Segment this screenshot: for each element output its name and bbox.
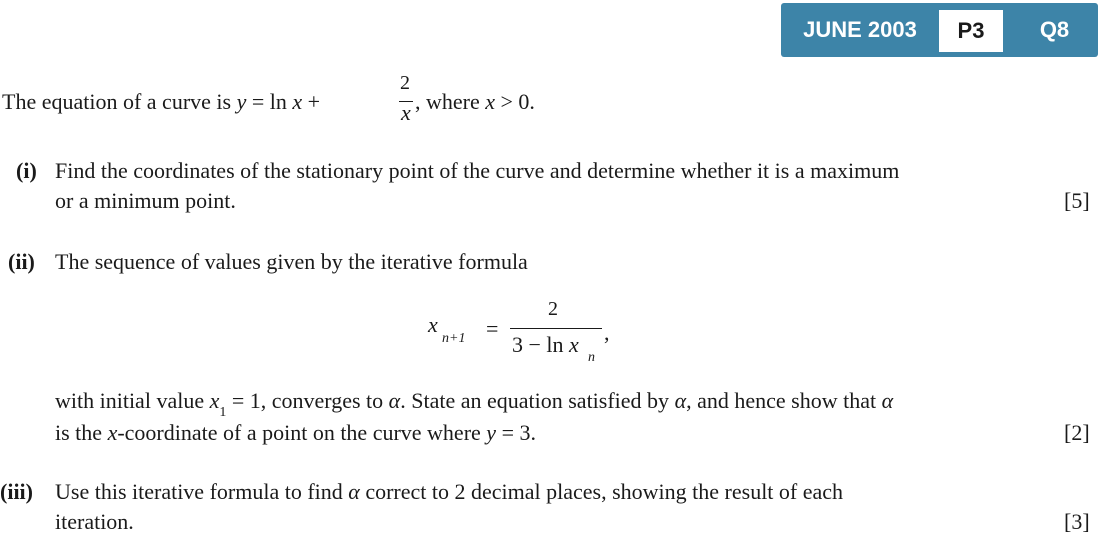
line3-text-b: -coordinate of a point on the curve where (117, 420, 487, 445)
line2-sub: 1 (219, 405, 227, 420)
intro-text-after: , where (415, 89, 486, 114)
paper-label: P3 (939, 10, 1003, 52)
part-ii-line1: The sequence of values given by the iterative formula (55, 249, 528, 274)
part-iii-line2: iteration. (55, 509, 134, 534)
part-iii-label: (iii) (0, 479, 33, 504)
formula-numerator: 2 (548, 298, 558, 320)
part-iii-marks: [3] (1064, 509, 1090, 534)
intro-statement (2, 72, 602, 139)
cond-text: > 0. (495, 89, 535, 114)
line3-text-c: = 3. (496, 420, 536, 445)
question-badge (781, 3, 1098, 57)
intro-text: The equation of a curve is (2, 89, 237, 114)
part-iii-line1 (55, 479, 843, 505)
part-ii-line3 (55, 420, 536, 446)
exam-date-label: JUNE 2003 (803, 17, 917, 42)
line2-text-c: . State an equation satisfied by (400, 388, 675, 413)
part-ii-label: (ii) (8, 249, 35, 274)
part-ii-line2 (55, 388, 894, 420)
formula-lhs-sub: n+1 (442, 331, 466, 346)
question-number-label: Q8 (1039, 17, 1070, 42)
line2-text-b: = 1, converges to (226, 388, 389, 413)
part-ii-marks: [2] (1064, 420, 1090, 445)
formula-den-x: x (569, 332, 579, 357)
alpha-symbol: α (674, 388, 687, 413)
iii-text-b: correct to 2 decimal places, showing the result of each (359, 479, 844, 504)
cond-var-x: x (485, 89, 496, 114)
var-y: y (236, 89, 247, 114)
var-x: x (292, 89, 303, 114)
formula-equals: = (486, 316, 499, 341)
part-i-line2: or a minimum point. (55, 188, 236, 213)
fraction-denominator: x (401, 100, 411, 125)
line3-var-x: x (107, 420, 118, 445)
alpha-symbol: α (348, 479, 360, 504)
line2-text-d: , and hence show that (686, 388, 882, 413)
formula-den-sub: n (588, 350, 595, 365)
formula-comma: , (604, 320, 610, 345)
alpha-symbol: α (881, 388, 894, 413)
eq-ln: = ln (246, 89, 293, 114)
formula-lhs-x: x (428, 312, 438, 337)
line2-var-x: x (209, 388, 220, 413)
part-i-label: (i) (16, 158, 37, 183)
fraction-numerator: 2 (400, 72, 410, 94)
formula-den-text: 3 − ln (512, 332, 570, 357)
line2-text-a: with initial value (55, 388, 210, 413)
part-i-line1: Find the coordinates of the stationary point of the curve and determine whether it is a maximum (55, 158, 900, 183)
formula-fraction-bar (510, 328, 602, 329)
part-i-marks: [5] (1064, 188, 1090, 213)
line3-text-a: is the (55, 420, 108, 445)
iii-text-a: Use this iterative formula to find (55, 479, 349, 504)
eq-plus: + (302, 89, 321, 114)
alpha-symbol: α (388, 388, 401, 413)
line3-var-y: y (486, 420, 497, 445)
iterative-formula (428, 298, 638, 368)
